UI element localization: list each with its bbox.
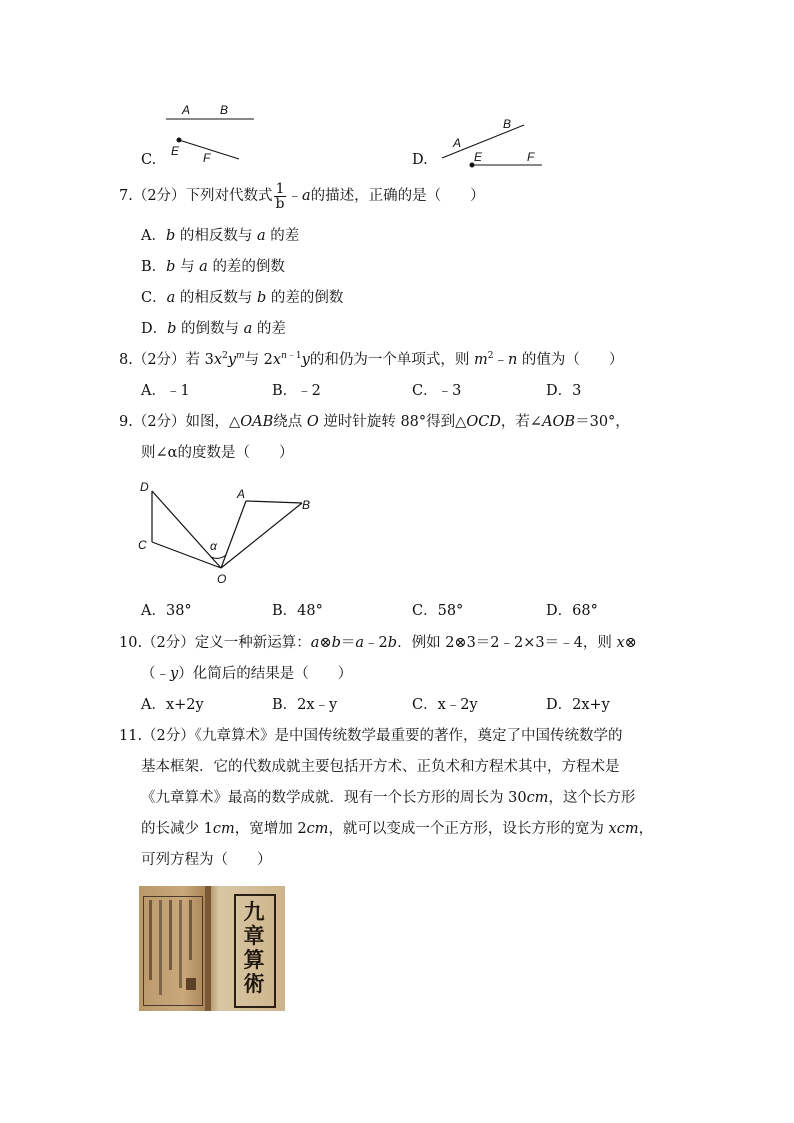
fig-c-label-f: F (203, 151, 211, 165)
q11-stem-line1: 11.（2分）《九章算术》是中国传统数学最重要的著作，奠定了中国传统数学的 (119, 728, 623, 744)
q11-stem-line4: 的长减少 1cm，宽增加 2cm，就可以变成一个正方形，设长方形的宽为 xcm， (141, 821, 654, 837)
q10-option-d: D．2x+y (546, 697, 610, 713)
q9-option-c: C．58° (412, 603, 464, 619)
q8-option-c: C．﹣3 (412, 383, 462, 399)
fig-c-label-a: A (182, 103, 191, 117)
q6-option-d-label: D. (412, 152, 428, 168)
q11-stem-line2: 基本框架．它的代数成就主要包括开方术、正负术和方程术其中，方程术是 (141, 759, 620, 775)
q10-option-b: B．2x﹣y (272, 697, 338, 713)
q9-figure (130, 475, 330, 590)
q6-figure-c (160, 95, 270, 175)
q7-option-a: A．b 的相反数与 a 的差 (141, 228, 300, 244)
q10-stem-line1: 10.（2分）定义一种新运算：a⊗b＝a﹣2b．例如 2⊗3＝2﹣2×3＝﹣4，则 x⊗ (119, 635, 637, 651)
q10-option-c: C．x﹣2y (412, 697, 478, 713)
q8-option-b: B．﹣2 (272, 383, 321, 399)
q9-stem-line2: 则∠α的度数是（ ） (141, 445, 294, 461)
q11-stem-line5: 可列方程为（ ） (141, 852, 272, 868)
q8-option-a: A．﹣1 (141, 383, 190, 399)
fig-d-label-e: E (474, 150, 483, 164)
q11-stem-line3: 《九章算术》最高的数学成就．现有一个长方形的周长为 30cm，这个长方形 (141, 790, 636, 806)
fig-c-label-e: E (171, 144, 180, 158)
fig-d-label-a: A (453, 136, 462, 150)
q7-stem: 7.（2分）下列对代数式 $\frac{1}{b}$ ﹣a的描述，正确的是（ ） (119, 180, 485, 212)
q8-option-d: D．3 (546, 383, 582, 399)
q9-stem-line1: 9.（2分）如图，△OAB绕点 O 逆时针旋转 88°得到△OCD，若∠AOB＝30°， (119, 414, 630, 430)
q7-fraction: $\frac{1}{b}$ (275, 180, 285, 212)
fig-d-label-f: F (527, 150, 535, 164)
fig9-label-a: A (237, 487, 246, 501)
fig9-label-c: C (138, 538, 147, 552)
q9-option-b: B．48° (272, 603, 323, 619)
q7-option-d: D．b 的倒数与 a 的差 (141, 321, 286, 337)
q6-option-c-label: C. (141, 152, 157, 168)
q9-option-a: A．38° (141, 603, 192, 619)
q6-figure-d (435, 110, 555, 170)
fig-d-label-b: B (503, 117, 512, 131)
fig-c-label-b: B (220, 103, 229, 117)
fig9-label-o: O (217, 572, 227, 586)
fig9-label-b: B (302, 498, 311, 512)
book-title-text: 九章算術 (243, 899, 265, 996)
q10-stem-line2: （﹣y）化简后的结果是（ ） (141, 666, 353, 682)
q10-option-a: A．x+2y (141, 697, 204, 713)
fig9-label-alpha: α (210, 539, 217, 553)
q8-stem: 8.（2分）若 $3x^2y^m$与 $2x^{n﹣1}y$的和仍为一个单项式，则 $m^2﹣n$ 的值为（ ） (119, 351, 624, 368)
fig9-label-d: D (140, 480, 149, 494)
q7-option-c: C．a 的相反数与 b 的差的倒数 (141, 290, 344, 306)
q9-option-d: D．68° (546, 603, 598, 619)
book-photo (139, 886, 285, 1011)
q7-option-b: B．b 与 a 的差的倒数 (141, 259, 285, 275)
